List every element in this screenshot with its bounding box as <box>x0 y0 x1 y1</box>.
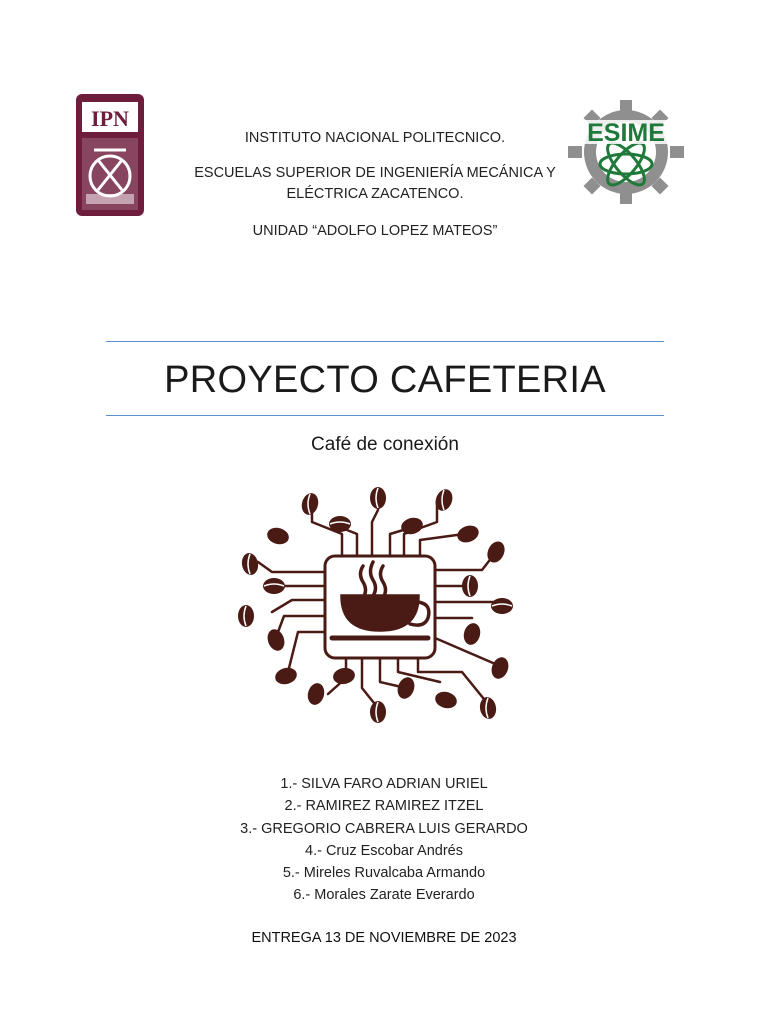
delivery-date: ENTREGA 13 DE NOVIEMBRE DE 2023 <box>251 930 517 946</box>
coffee-circuit-icon <box>232 482 522 728</box>
esime-logo <box>568 100 684 204</box>
team-members-list <box>184 773 584 907</box>
title-rule-top <box>106 341 664 342</box>
title-rule-bottom <box>106 415 664 416</box>
school-name: ESCUELAS SUPERIOR DE INGENIERÍA MECÁNICA Y ELÉCTRICA ZACATENCO. <box>194 165 556 202</box>
team-member: 5.- Mireles Ruvalcaba Armando <box>282 865 486 882</box>
unit-name: UNIDAD “ADOLFO LOPEZ MATEOS” <box>252 223 498 239</box>
team-member: 2.- RAMIREZ RAMIREZ ITZEL <box>284 798 484 815</box>
team-member: 1.- SILVA FARO ADRIAN URIEL <box>280 776 488 792</box>
ipn-logo-text: IPN <box>91 106 129 131</box>
page-subtitle: Café de conexión <box>311 434 459 455</box>
institute-name: INSTITUTO NACIONAL POLITECNICO. <box>244 130 506 146</box>
ipn-logo <box>72 90 148 220</box>
team-member: 6.- Morales Zarate Everardo <box>293 887 475 904</box>
team-member: 3.- GREGORIO CABRERA LUIS GERARDO <box>240 820 528 837</box>
team-member: 4.- Cruz Escobar Andrés <box>305 842 463 859</box>
esime-logo-text: ESIME <box>587 119 665 147</box>
page-title: PROYECTO CAFETERIA <box>164 359 606 401</box>
